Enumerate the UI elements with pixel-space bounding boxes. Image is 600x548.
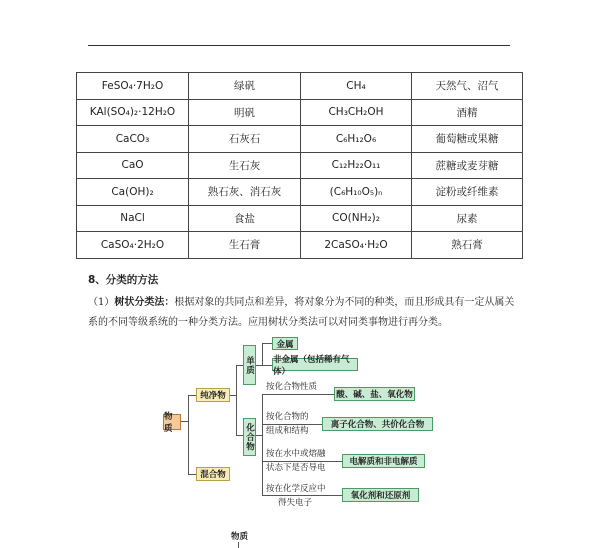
- node-root: 物质: [163, 414, 181, 430]
- note-conduct-2: 状态下是否导电: [266, 463, 326, 473]
- node-pure-substance: 纯净物: [196, 388, 230, 402]
- table-row: [77, 232, 523, 259]
- common-name-cell: 酒精: [412, 99, 523, 126]
- note-composition-1: 按化合物的: [266, 412, 309, 422]
- table-row: [77, 73, 523, 100]
- table-row: [77, 126, 523, 153]
- formula-cell: KAl(SO₄)₂·12H₂O: [77, 99, 189, 126]
- node-redox: 氧化剂和还原剂: [342, 488, 419, 502]
- node-ionic-covalent: 离子化合物、共价化合物: [322, 417, 433, 431]
- table-row: [77, 205, 523, 232]
- top-rule: [88, 45, 510, 46]
- formula-cell: C₆H₁₂O₆: [301, 126, 412, 153]
- para-lead: 树状分类法：: [114, 297, 175, 308]
- note-redox-2: 得失电子: [278, 498, 313, 508]
- bottom-diagram-line: [238, 542, 239, 548]
- formula-cell: (C₆H₁₀O₅)ₙ: [301, 179, 412, 206]
- common-name-cell: 明矾: [189, 99, 301, 126]
- common-name-cell: 尿素: [412, 205, 523, 232]
- node-nonmetal: 非金属（包括稀有气体）: [272, 358, 358, 371]
- node-acid-base-salt: 酸、碱、盐、氧化物: [334, 387, 415, 401]
- common-name-cell: 天然气、沼气: [412, 73, 523, 100]
- common-name-cell: 熟石灰、消石灰: [189, 179, 301, 206]
- common-name-cell: 生石膏: [189, 232, 301, 259]
- common-name-cell: 绿矾: [189, 73, 301, 100]
- para-prefix: （1）: [88, 297, 115, 308]
- formula-cell: CH₄: [301, 73, 412, 100]
- common-name-cell: 蔗糖或麦芽糖: [412, 152, 523, 179]
- formula-cell: FeSO₄·7H₂O: [77, 73, 189, 100]
- note-composition-2: 组成和结构: [266, 426, 309, 436]
- table-row: [77, 152, 523, 179]
- common-name-cell: 生石灰: [189, 152, 301, 179]
- table-row: [77, 99, 523, 126]
- formula-cell: 2CaSO₄·H₂O: [301, 232, 412, 259]
- formula-table: [76, 72, 523, 259]
- note-conduct-1: 按在水中或熔融: [266, 449, 326, 459]
- section-paragraph: [88, 293, 520, 333]
- para-body: 根据对象的共同点和差异，将对象分为不同的种类，而且形成具有一定从属关系的不同等级系统的一种分类方法。应用树状分类法可以对同类事物进行再分类。: [88, 297, 515, 328]
- table-row: [77, 179, 523, 206]
- note-property: 按化合物性质: [266, 382, 318, 392]
- node-elemental: 单质: [243, 345, 256, 385]
- node-mixture: 混合物: [196, 467, 230, 481]
- section-title: 8、分类的方法: [88, 274, 159, 286]
- common-name-cell: 熟石膏: [412, 232, 523, 259]
- node-compound: 化合物: [243, 418, 256, 456]
- formula-cell: CaSO₄·2H₂O: [77, 232, 189, 259]
- formula-cell: Ca(OH)₂: [77, 179, 189, 206]
- common-name-cell: 葡萄糖或果糖: [412, 126, 523, 153]
- formula-cell: NaCl: [77, 205, 189, 232]
- formula-cell: CO(NH₂)₂: [301, 205, 412, 232]
- common-name-cell: 食盐: [189, 205, 301, 232]
- node-metal: 金属: [272, 337, 298, 350]
- formula-cell: C₁₂H₂₂O₁₁: [301, 152, 412, 179]
- common-name-cell: 石灰石: [189, 126, 301, 153]
- common-name-cell: 淀粉或纤维素: [412, 179, 523, 206]
- note-redox-1: 按在化学反应中: [266, 484, 326, 494]
- formula-cell: CaO: [77, 152, 189, 179]
- formula-cell: CH₃CH₂OH: [301, 99, 412, 126]
- node-electrolyte: 电解质和非电解质: [342, 454, 425, 468]
- bottom-diagram-label: 物质: [231, 532, 249, 542]
- formula-cell: CaCO₃: [77, 126, 189, 153]
